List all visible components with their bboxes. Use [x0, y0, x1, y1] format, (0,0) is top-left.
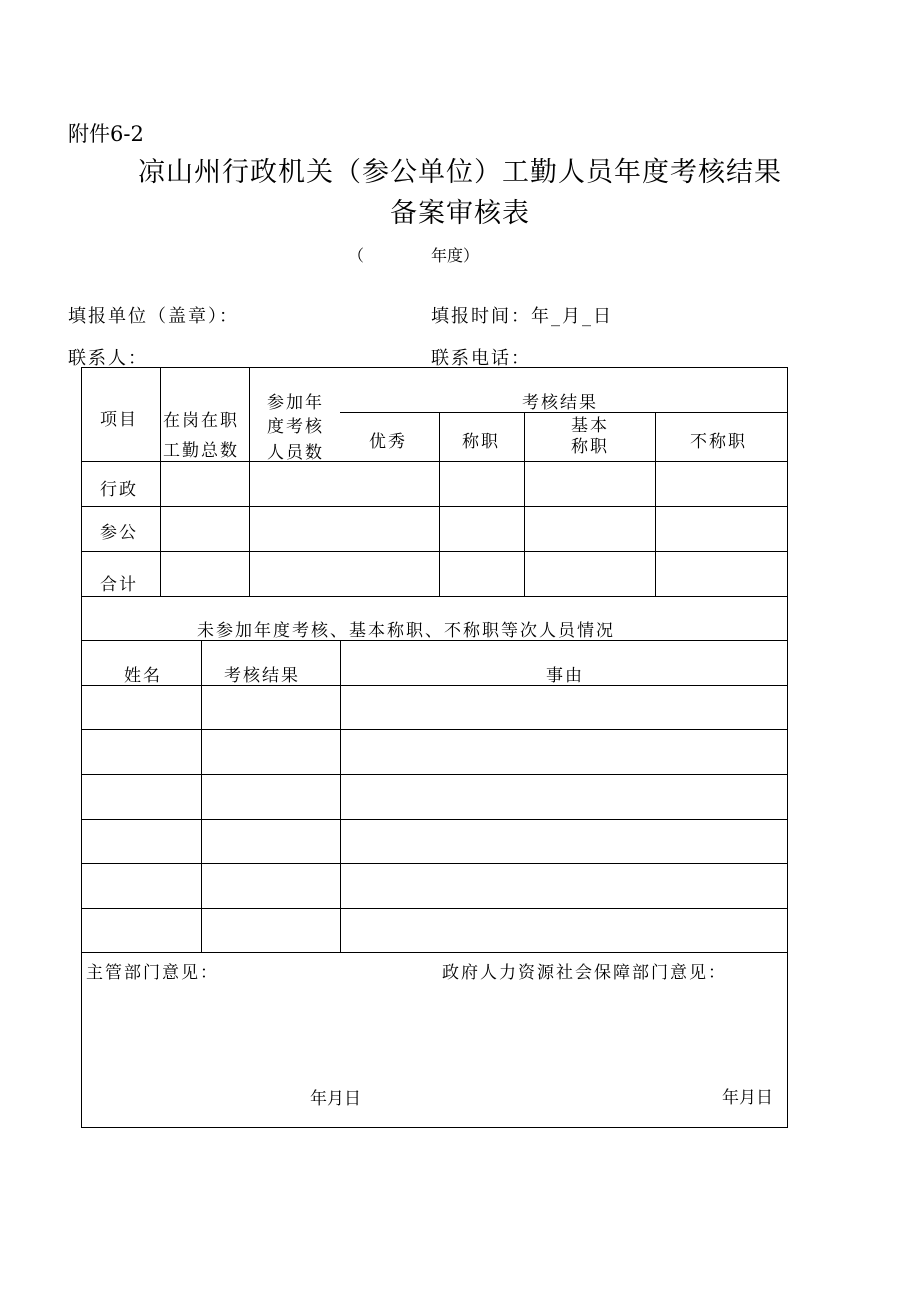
form-title-line-2: 备案审核表 — [390, 198, 530, 229]
header-excellent: 优秀 — [369, 432, 407, 452]
header-participants-line-3: 人员数 — [267, 443, 324, 463]
header-participants-line-2: 度考核 — [267, 417, 324, 437]
contact-person-label: 联系人： — [68, 348, 148, 369]
form-title-line-1: 凉山州行政机关（参公单位）工勤人员年度考核结果 — [138, 157, 782, 188]
header-assessment-result: 考核结果 — [522, 393, 598, 413]
filing-date-label: 填报时间：年_月_日 — [431, 306, 613, 327]
header-total-line-1: 在岗在职 — [163, 411, 239, 431]
hr-opinion-label: 政府人力资源社会保障部门意见： — [442, 963, 727, 983]
header-assessment: 考核结果 — [224, 666, 300, 686]
header-name: 姓名 — [124, 666, 162, 686]
year-label: 年度） — [431, 246, 480, 265]
row-label-admin: 行政 — [100, 480, 138, 500]
year-paren-open: （ — [348, 246, 365, 265]
header-participants-line-1: 参加年 — [267, 393, 324, 413]
hr-opinion-date: 年月日 — [722, 1088, 773, 1108]
header-basic-line-1: 基本 — [571, 416, 609, 436]
dept-opinion-date: 年月日 — [310, 1089, 361, 1109]
row-label-civil-service-ref: 参公 — [100, 523, 138, 543]
contact-phone-label: 联系电话： — [431, 348, 531, 369]
header-incompetent: 不称职 — [690, 432, 747, 452]
header-total-line-2: 工勤总数 — [163, 441, 239, 461]
header-reason: 事由 — [546, 666, 584, 686]
section-title-exceptions: 未参加年度考核、基本称职、不称职等次人员情况 — [197, 621, 615, 641]
filing-unit-label: 填报单位（盖章）： — [68, 306, 239, 327]
assessment-table — [81, 367, 788, 1128]
header-project: 项目 — [100, 410, 138, 430]
attachment-number: 附件6-2 — [68, 122, 144, 146]
header-competent: 称职 — [462, 432, 500, 452]
row-label-total: 合计 — [100, 575, 138, 595]
header-basic-line-2: 称职 — [571, 437, 609, 457]
dept-opinion-label: 主管部门意见： — [86, 963, 219, 983]
